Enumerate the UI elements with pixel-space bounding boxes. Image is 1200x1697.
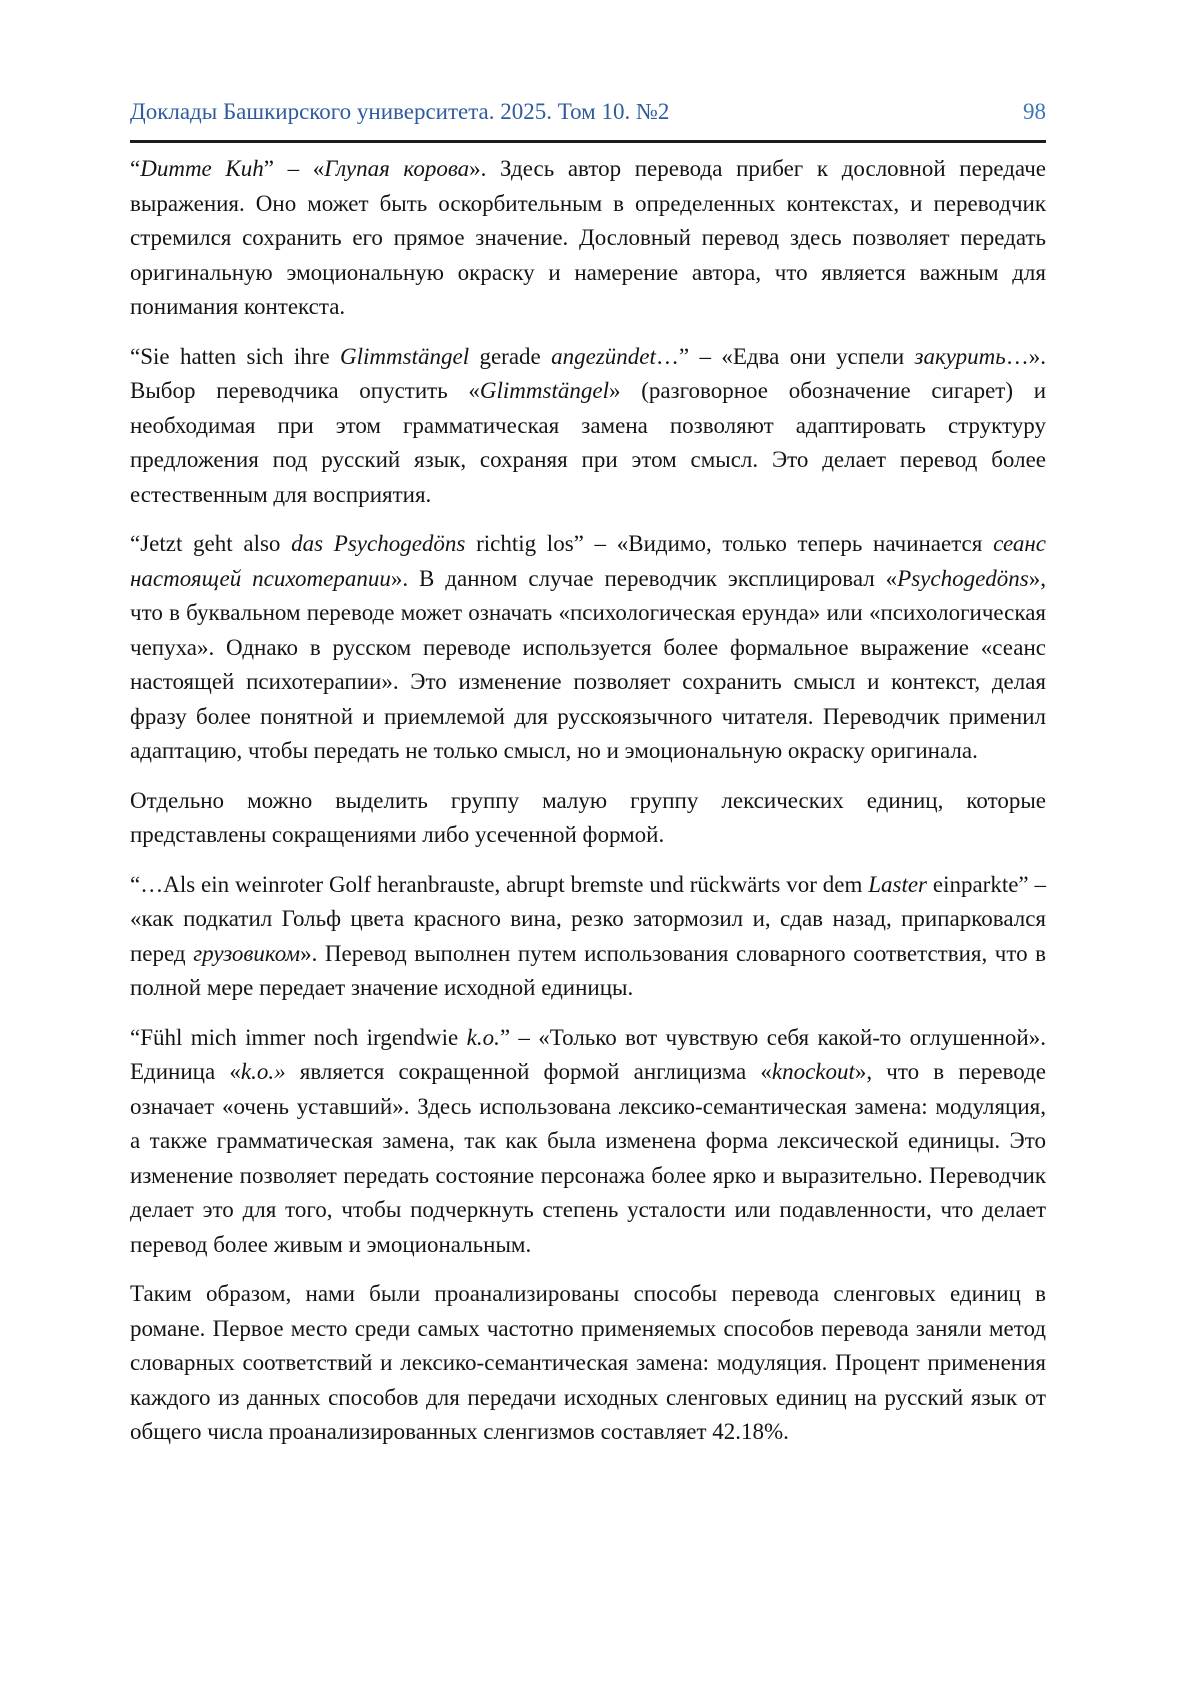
paragraph: [130, 527, 1046, 769]
page-number: 98: [1023, 99, 1046, 124]
text-run: “Jetzt geht also: [130, 531, 292, 556]
text-run: ». В данном случае переводчик эксплицировал «: [390, 565, 898, 591]
text-run: Dumme Kuh: [140, 156, 264, 181]
text-run: Glimmstängel: [479, 378, 609, 403]
text-run: einparkte” – «как подкатил Гольф цвета красного вина, резко затормозил и, сдав назад, припарковался перед: [130, 871, 1047, 966]
text-run: ” – «Только вот чувствую себя какой-то оглушенной». Единица «: [130, 1024, 1046, 1084]
running-header: [130, 98, 1046, 126]
text-run: k.o.»: [240, 1059, 286, 1084]
text-run: …». Выбор переводчика опустить «: [130, 343, 1047, 403]
text-run: », что в буквальном переводе может означать «психологическая ерунда» или «психологическая чепуха». Однако в русском переводе используется более формальное выражение «сеанс настоящей психотерапии». Это изменение позволяет сохранить смысл и контекст, делая фразу более понятной и приемлемой для русскоязычного читателя. Переводчик применил адаптацию, чтобы передать не только смысл, но и эмоциональную окраску оригинала.: [130, 565, 1046, 763]
text-run: gerade: [469, 343, 552, 369]
paragraph: [130, 868, 1046, 1006]
text-run: Отдельно можно выделить группу малую группу лексических единиц, которые представлены сокращениями либо усеченной формой.: [130, 787, 1046, 847]
paragraph: [130, 784, 1046, 853]
text-run: das Psychogedöns: [291, 531, 466, 556]
paragraph: [130, 1277, 1046, 1450]
text-run: », что в переводе означает «очень уставший». Здесь использована лексико-семантическая замена: модуляция, а также грамматическая замена, так как была изменена форма лексической единицы. Это изменение позволяет передать состояние персонажа более ярко и выразительно. Переводчик делает это для того, чтобы подчеркнуть степень усталости или подавленности, что делает перевод более живым и эмоциональным.: [130, 1059, 1046, 1257]
text-run: сеанс настоящей психотерапии: [130, 531, 1046, 591]
text-run: “Fühl mich immer noch irgendwie: [130, 1024, 467, 1050]
text-run: ». Перевод выполнен путем использования словарного соответствия, что в полной мере передает значение исходной единицы.: [130, 940, 1046, 1000]
paragraph: [130, 1021, 1046, 1263]
text-run: “Sie hatten sich ihre: [130, 343, 341, 369]
paragraph: [130, 152, 1046, 325]
text-run: ” – «: [263, 156, 325, 181]
text-run: “…Als ein weinroter Golf heranbrauste, abrupt bremste und rückwärts vor dem: [130, 871, 869, 897]
text-run: Psychogedöns: [897, 565, 1029, 591]
text-run: Glimmstängel: [340, 343, 470, 369]
text-run: richtig los” – «Видимо, только теперь начинается: [465, 531, 994, 556]
text-run: knockout: [771, 1059, 855, 1084]
paragraph: [130, 340, 1046, 513]
text-run: ». Здесь автор перевода прибег к дословной передаче выражения. Оно может быть оскорбительным в определенных контекстах, и переводчик стремился сохранить его прямое значение. Дословный перевод здесь позволяет передать оригинальную эмоциональную окраску и намерение автора, что является важным для понимания контекста.: [130, 156, 1046, 319]
text-run: Laster: [868, 871, 928, 897]
text-run: Таким образом, нами были проанализированы способы перевода сленговых единиц в романе. Первое место среди самых частотно применяемых способов перевода заняли метод словарных соответствий и лексико-семантическая замена: модуляция. Процент применения каждого из данных способов для передачи исходных сленговых единиц на русский язык от общего числа проанализированных сленгизмов составляет 42.18%.: [130, 1281, 1046, 1444]
journal-header-line: Доклады Башкирского университета. 2025. Том 10. №2: [130, 99, 670, 124]
header-rule: [130, 140, 1046, 143]
text-run: грузовиком: [193, 940, 301, 966]
text-run: закурить: [914, 343, 1006, 369]
text-run: k.o.: [466, 1024, 500, 1050]
text-run: » (разговорное обозначение сигарет) и необходимая при этом грамматическая замена позволяют адаптировать структуру предложения под русский язык, сохраняя при этом смысл. Это делает перевод более естественным для восприятия.: [130, 378, 1047, 507]
text-run: …” – «Едва они успели: [655, 343, 915, 369]
body-paragraphs: [130, 152, 1046, 1465]
text-run: “: [130, 156, 141, 181]
text-run: angezündet: [551, 343, 656, 369]
text-run: Глупая корова: [324, 156, 470, 181]
text-run: является сокращенной формой англицизма «: [285, 1059, 772, 1084]
